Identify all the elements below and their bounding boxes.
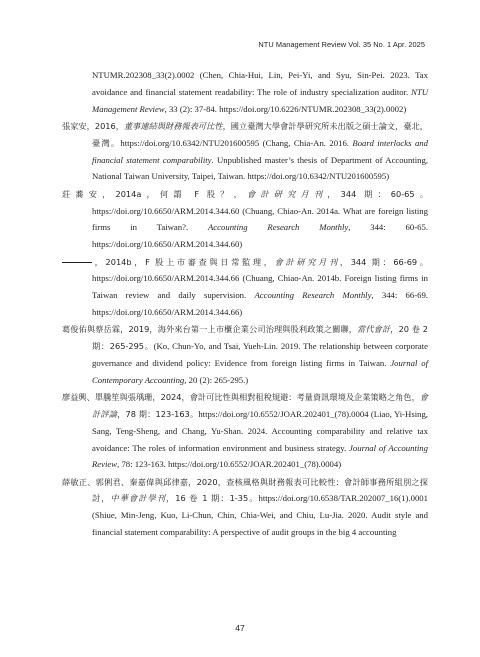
reference-source-title: NTU Management Review [92, 86, 428, 114]
reference-entry [62, 389, 428, 473]
reference-text: , 78: 123-163. https://doi.org/10.6552/JOAR.202401_(78).0004) [117, 459, 342, 470]
reference-text: https://doi.org/10.6552/JOAR.202401_(78).0004 (Liao, Yi-Hsing, Sang, Teng-Sheng, and Chang, Yu-Shan. 2024. Accounting comparability and relative tax avoidance: The roles of information environment and business strategy. [92, 408, 428, 453]
reference-text: ，344 期：66-69。 [339, 256, 428, 267]
reference-source-title: Journal of Contemporary Accounting [92, 357, 428, 385]
reference-entry [62, 254, 428, 321]
reference-entry [62, 118, 428, 185]
reference-text: ，國立臺灣大學會計學研究所未出版之碩士論文，臺北，臺灣。 [92, 120, 428, 148]
reference-source-title: Journal of Accounting Review [92, 442, 428, 470]
reference-text: https://doi.org/10.6650/ARM.2014.344.60 (Chuang, Chiao-An. 2014a. What are foreign listing firms in Taiwan?. [92, 205, 428, 233]
reference-text: , 33 (2): 37-84. https://doi.org/10.6226/NTUMR.202308_33(2).0002) [164, 103, 407, 114]
reference-text: . Unpublished master’s thesis of Department of Accounting, National Taiwan University, Taipei, Taiwan. https://doi.org/10.6342/NTU201600595) [92, 154, 428, 182]
page-number: 47 [235, 623, 245, 633]
reference-text: (Ko, Chun-Yo, and Tsai, Yueh-Lin. 2019. The relationship between corporate governance and dividend policy: Evidence from foreign listing firms in Taiwan. [92, 341, 428, 368]
reference-text: https://doi.org/10.6650/ARM.2014.344.66 (Chuang, Chiao-An. 2014b. Foreign listing firms in Taiwan review and daily supervision. [92, 273, 428, 301]
reference-text: 葛俊佑與蔡岳霖，2019，海外來台第一上市櫃企業公司治理與股利政策之關聯， [62, 324, 358, 335]
same-author-dash [62, 262, 92, 263]
reference-text: ，20 卷 2 期：265-295。 [92, 324, 428, 352]
reference-list [62, 67, 428, 541]
reference-source-title: 會計研究月刊 [274, 256, 340, 267]
reference-text: 張家安，2016， [62, 120, 124, 131]
reference-text: , 20 (2): 265-295.) [184, 374, 249, 385]
reference-source-title: Accounting Research Monthly [207, 222, 349, 233]
reference-text: 薛敏正、郭俐君、秦嘉偉與邱律嘉，2020，查核風格與財務報表可比較性：會計師事務所組別之探討， [62, 476, 428, 504]
reference-text: , 344: 66-69. https://doi.org/10.6650/ARM.2014.344.66) [92, 290, 428, 317]
reference-entry [62, 186, 428, 253]
reference-source-title: 會計研究月刊 [247, 188, 328, 199]
running-header: NTU Management Review Vol. 35 No. 1 Apr. 2025 [258, 40, 425, 49]
reference-entry [62, 321, 428, 388]
reference-text: https://doi.org/10.6538/TAR.202007_16(1).0001 (Shiue, Min-Jeng, Kuo, Li-Chun, Chin, Chia-Wei, and Chiu, Lu-Jia. 2020. Audit style and financial statement comparability: A perspective of audit groups in the big 4 accounting [92, 493, 428, 538]
reference-source-title: Board interlocks and financial statement comparability [92, 137, 428, 165]
reference-text: ，344 期：60-65。 [327, 188, 428, 199]
reference-text: ，16 卷 1 期：1-35。 [165, 493, 259, 504]
reference-text: , 344: 60-65. https://doi.org/10.6650/ARM.2014.344.60) [92, 222, 428, 250]
reference-source-title: 中華會計學刊 [110, 493, 166, 504]
reference-text: ，78 期：123-163。 [117, 408, 199, 419]
reference-source-title: 當代會計 [357, 324, 391, 335]
reference-entry [62, 474, 428, 541]
reference-text: NTUMR.202308_33(2).0002 (Chen, Chia-Hui, Lin, Pei-Yi, and Syu, Sin-Pei. 2023. Tax avoidance and financial statement readability: The role of industry specialization auditor. [92, 70, 428, 97]
reference-source-title: Accounting Research Monthly [254, 290, 372, 301]
reference-source-title: 董事連結與財務報表可比性 [123, 120, 223, 131]
reference-text: 莊蕎安，2014a，何謂 F 股？， [62, 188, 248, 199]
reference-text: 廖益興、單騰笙與張瑀珊，2024，會計可比性與相對租稅規避：考量資訊環境及企業策略之角色， [62, 392, 420, 403]
reference-text: ，2014b，F 股上市審查與日常監理， [92, 256, 275, 267]
reference-text: https://doi.org/10.6342/NTU201600595 (Chang, Chia-An. 2016. [120, 137, 353, 148]
reference-source-title: 會計評論 [92, 392, 428, 419]
reference-entry [62, 67, 428, 117]
